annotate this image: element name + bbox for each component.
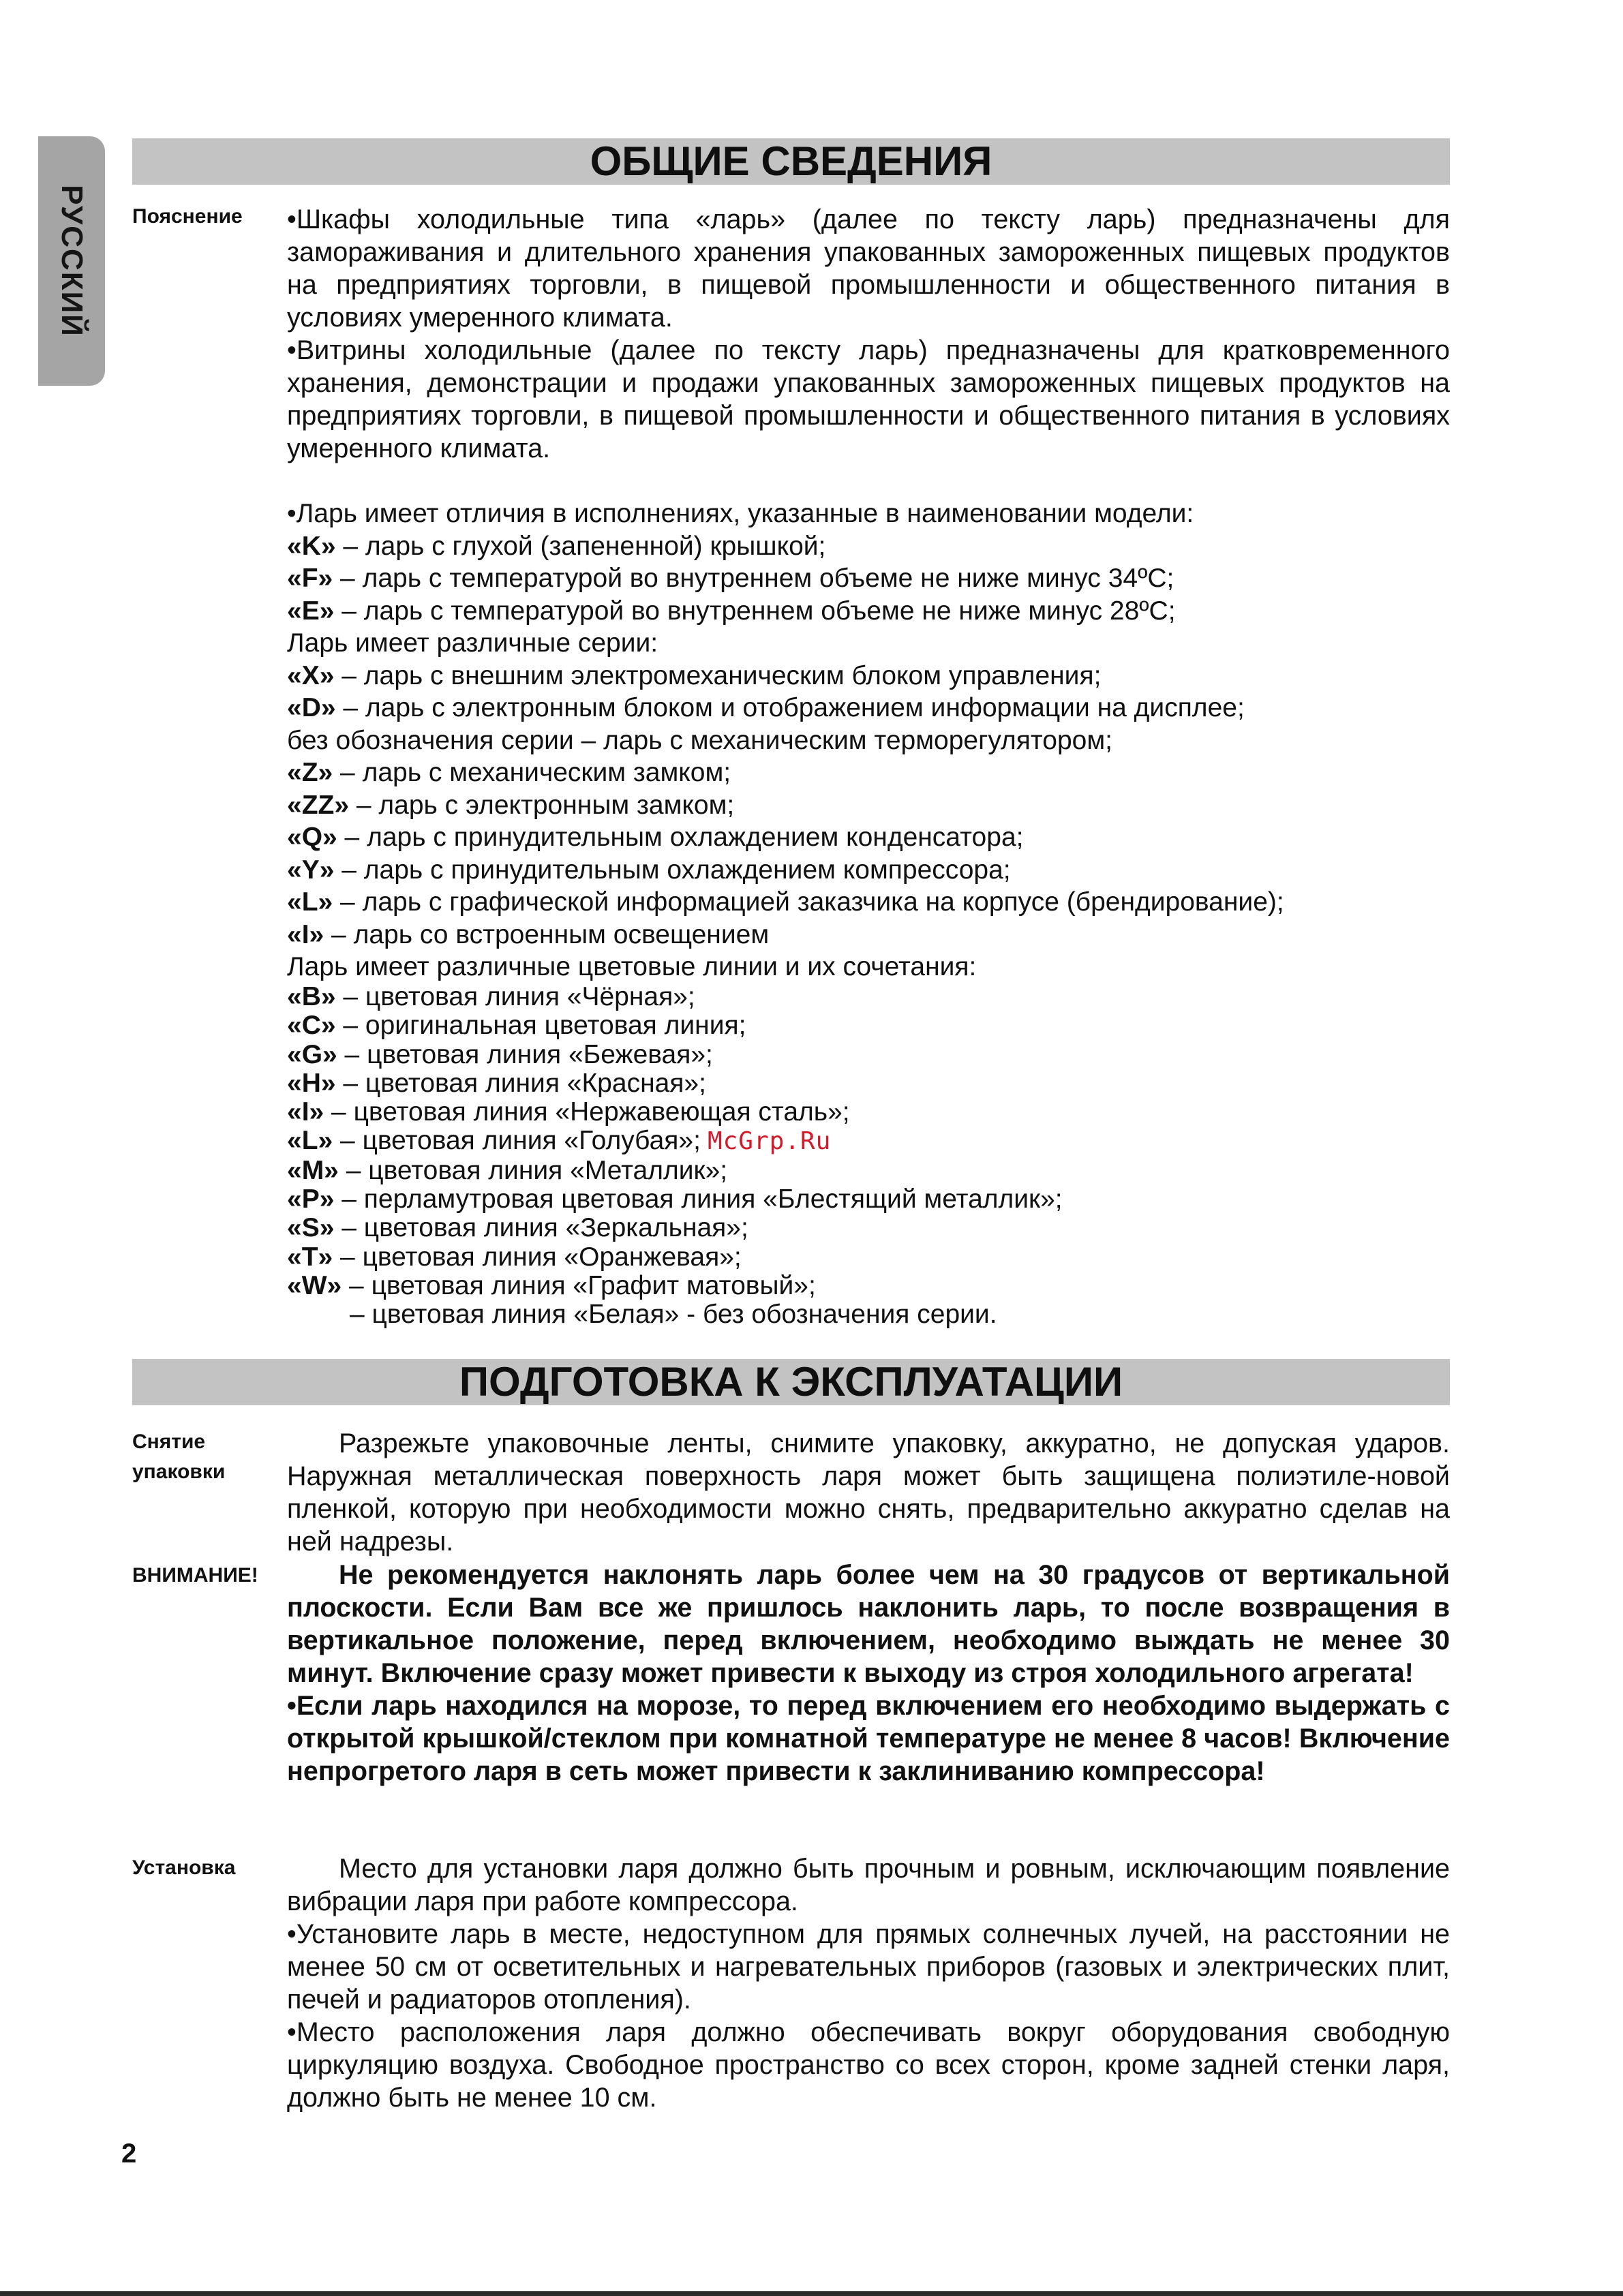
list-item bbox=[287, 1011, 1450, 1040]
colors-list bbox=[287, 983, 1450, 1330]
item-code: «M» bbox=[287, 1155, 339, 1185]
item-text: – цветовая линия «Зеркальная»; bbox=[334, 1213, 748, 1243]
warning-para-2: •Если ларь находился на морозе, то перед включением его необходимо выдержать с открытой крышкой/стеклом при комнатной температуре не менее 8 часов! Включение непрогретого ларя в сеть может привести к заклиниванию компрессора! bbox=[287, 1691, 1450, 1786]
item-text: – ларь с температурой во внутреннем объеме не ниже минус 28ºС; bbox=[334, 596, 1176, 626]
warning-para-1: Не рекомендуется наклонять ларь более чем на 30 градусов от вертикальной плоскости. Если Вам все же пришлось наклонить ларь, то после возвращения в вертикальное положение, перед включением, необходимо выждать не менее 30 минут. Включение сразу может привести к выходу из строя холодильного агрегата! bbox=[287, 1560, 1450, 1688]
item-text: – цветовая линия «Чёрная»; bbox=[335, 982, 695, 1011]
color-items-b bbox=[287, 1157, 1450, 1300]
bottom-divider bbox=[0, 2291, 1623, 2296]
list-item bbox=[287, 983, 1450, 1011]
series-items-a bbox=[287, 660, 1450, 724]
list-item bbox=[287, 854, 1450, 887]
general-para-2: •Витрины холодильные (далее по тексту ларь) предназначены для кратковременного хранения, демонстрации и продажи упакованных замороженных пищевых продуктов на предприятиях торговли, в пищевой промышленности и общественного питания в условиях умеренного климата. bbox=[287, 335, 1450, 463]
item-text: – перламутровая цветовая линия «Блестящий металлик»; bbox=[334, 1184, 1063, 1214]
item-code: «I» bbox=[287, 919, 324, 949]
side-label-unpacking bbox=[132, 1427, 275, 1487]
item-text: – ларь с температурой во внутреннем объеме не ниже минус 34ºС; bbox=[333, 564, 1174, 593]
item-code: «Y» bbox=[287, 855, 335, 885]
item-code: «P» bbox=[287, 1184, 335, 1214]
side-label-installation: Установка bbox=[132, 1856, 236, 1879]
list-item bbox=[287, 1098, 1450, 1127]
color-text: – цветовая линия «Голубая»; bbox=[333, 1126, 701, 1156]
item-code: «F» bbox=[287, 564, 333, 593]
item-text: – ларь с электронным замком; bbox=[349, 790, 735, 820]
item-code: «T» bbox=[287, 1242, 333, 1272]
list-item bbox=[287, 1127, 1450, 1156]
side-label-unpacking-line2: упаковки bbox=[132, 1460, 226, 1483]
variants-list bbox=[287, 498, 1450, 983]
item-text: – ларь с электронным блоком и отображением информации на дисплее; bbox=[335, 693, 1245, 722]
item-text: – цветовая линия «Графит матовый»; bbox=[342, 1270, 816, 1300]
list-item bbox=[287, 919, 1450, 951]
item-text: – цветовая линия «Оранжевая»; bbox=[333, 1242, 742, 1272]
side-label-warning: ВНИМАНИЕ! bbox=[132, 1564, 258, 1587]
item-code: «K» bbox=[287, 531, 336, 561]
installation-para-3: •Место расположения ларя должно обеспечивать вокруг оборудования свободную циркуляцию воздуха. Свободное пространство со всех сторон, кроме задней стенки ларя, должно быть не менее 10 см. bbox=[287, 2017, 1450, 2113]
colors-intro: Ларь имеет различные цветовые линии и их сочетания: bbox=[287, 952, 977, 981]
list-item bbox=[287, 886, 1450, 919]
unpacking-para: Разрежьте упаковочные ленты, снимите упаковку, аккуратно, не допуская ударов. Наружная металлическая поверхность ларя может быть защищена полиэтиле-новой пленкой, которую при необходимости можно снять, предварительно аккуратно сделав на ней надрезы. bbox=[287, 1428, 1450, 1557]
variant-items bbox=[287, 530, 1450, 628]
list-item bbox=[287, 1214, 1450, 1242]
list-item bbox=[287, 821, 1450, 854]
general-para-1: •Шкафы холодильные типа «ларь» (далее по тексту ларь) предназначены для замораживания и длительного хранения упакованных замороженных пищевых продуктов на предприятиях торговли, в пищевой промышленности и общественного питания в условиях умеренного климата. bbox=[287, 204, 1450, 333]
item-text: – ларь с принудительным охлаждением конденсатора; bbox=[337, 823, 1024, 852]
side-label-unpacking-line1: Снятие bbox=[132, 1430, 206, 1453]
list-item bbox=[287, 789, 1450, 822]
list-item bbox=[287, 1243, 1450, 1272]
list-item bbox=[287, 530, 1450, 563]
item-code: «D» bbox=[287, 693, 336, 722]
item-text: – ларь с графической информацией заказчика на корпусе (брендирование); bbox=[333, 887, 1284, 917]
item-text: – цветовая линия «Бежевая»; bbox=[337, 1039, 713, 1069]
series-intro: Ларь имеет различные серии: bbox=[287, 628, 658, 658]
color-code: «L» bbox=[287, 1126, 333, 1156]
variants-intro: •Ларь имеет отличия в исполнениях, указанные в наименовании модели: bbox=[287, 499, 1194, 528]
list-item bbox=[287, 1272, 1450, 1300]
installation-para-1: Место для установки ларя должно быть прочным и ровным, исключающим появление вибрации ларя при работе компрессора. bbox=[287, 1854, 1450, 1916]
series-none: без обозначения серии – ларь с механическим терморегулятором; bbox=[287, 725, 1112, 755]
item-text: – оригинальная цветовая линия; bbox=[335, 1011, 746, 1041]
color-white: – цветовая линия «Белая» - без обозначения серии. bbox=[350, 1300, 997, 1330]
list-item bbox=[287, 595, 1450, 628]
item-text: – цветовая линия «Красная»; bbox=[335, 1068, 706, 1098]
item-code: «I» bbox=[287, 1097, 324, 1127]
item-code: «X» bbox=[287, 660, 335, 690]
watermark: McGrp.Ru bbox=[707, 1127, 832, 1156]
page-number: 2 bbox=[121, 2139, 137, 2169]
item-code: «S» bbox=[287, 1213, 335, 1243]
list-item bbox=[287, 1157, 1450, 1185]
section-title-preparation: ПОДГОТОВКА К ЭКСПЛУАТАЦИИ bbox=[132, 1359, 1450, 1405]
item-text: – ларь с глухой (запененной) крышкой; bbox=[335, 531, 826, 561]
list-item bbox=[287, 756, 1450, 789]
item-code: «C» bbox=[287, 1011, 336, 1041]
item-text: – ларь с внешним электромеханическим блоком управления; bbox=[334, 660, 1102, 690]
item-code: «G» bbox=[287, 1039, 337, 1069]
item-text: – ларь с механическим замком; bbox=[333, 758, 731, 787]
installation-text bbox=[287, 1852, 1450, 2114]
item-text: – ларь с принудительным охлаждением компрессора; bbox=[334, 855, 1011, 885]
installation-para-2: •Установите ларь в месте, недоступном для прямых солнечных лучей, на расстоянии не менее 50 см от осветительных и нагревательных приборов (газовых и электрических плит, печей и радиаторов отопления). bbox=[287, 1919, 1450, 2015]
list-item bbox=[287, 1069, 1450, 1098]
item-code: «Z» bbox=[287, 758, 333, 787]
list-item bbox=[287, 1185, 1450, 1214]
side-label-explanation: Пояснение bbox=[132, 205, 243, 228]
unpacking-text bbox=[287, 1427, 1450, 1558]
item-text: – ларь со встроенным освещением bbox=[324, 919, 770, 949]
item-code: «H» bbox=[287, 1068, 336, 1098]
item-code: «B» bbox=[287, 982, 336, 1011]
list-item bbox=[287, 660, 1450, 692]
list-item bbox=[287, 562, 1450, 595]
general-intro bbox=[287, 203, 1450, 465]
warning-text bbox=[287, 1559, 1450, 1788]
item-text: – цветовая линия «Металлик»; bbox=[338, 1155, 728, 1185]
series-items-b bbox=[287, 756, 1450, 951]
language-tab-label: РУССКИЙ bbox=[55, 185, 89, 337]
item-code: «L» bbox=[287, 887, 333, 917]
item-code: «E» bbox=[287, 596, 335, 626]
list-item bbox=[287, 1041, 1450, 1069]
section-title-general: ОБЩИЕ СВЕДЕНИЯ bbox=[132, 138, 1450, 185]
item-code: «Q» bbox=[287, 823, 337, 852]
item-text: – цветовая линия «Нержавеющая сталь»; bbox=[324, 1097, 850, 1127]
color-items-a bbox=[287, 983, 1450, 1127]
item-code: «ZZ» bbox=[287, 790, 350, 820]
language-tab bbox=[38, 136, 105, 386]
item-code: «W» bbox=[287, 1270, 342, 1300]
list-item bbox=[287, 692, 1450, 724]
